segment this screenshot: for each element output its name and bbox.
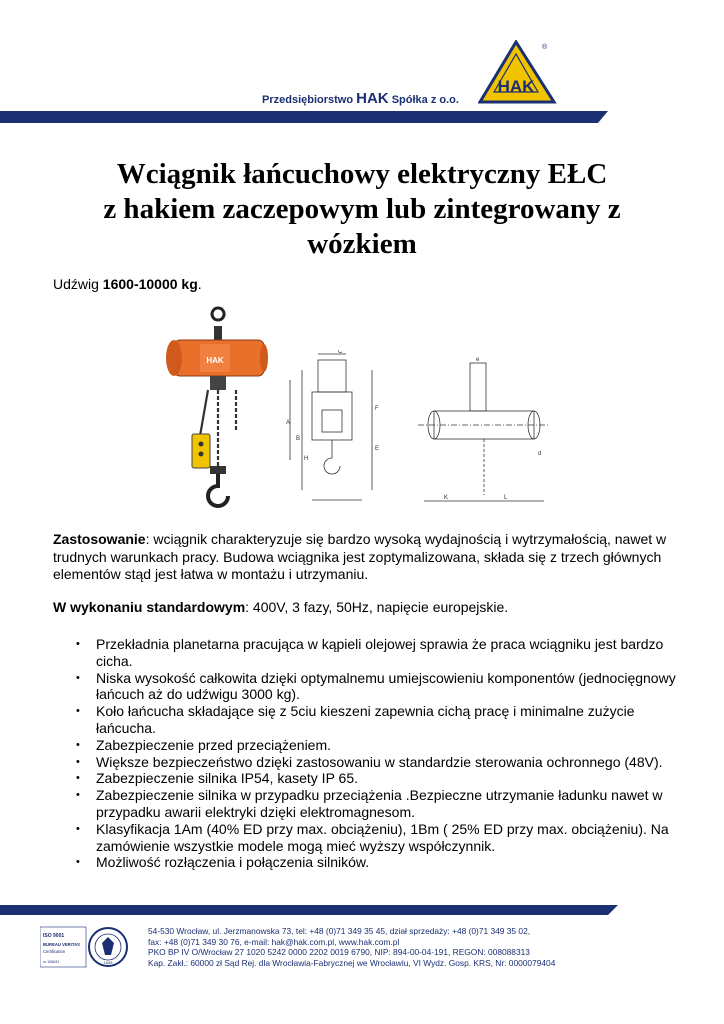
footer-line-fax-email: fax: +48 (0)71 349 30 76, e-mail: hak@hak.com.pl, www.hak.com.pl <box>148 936 400 947</box>
company-name <box>262 90 459 107</box>
bullet-icon: • <box>76 856 80 869</box>
title-line-1: Wciągnik łańcuchowy elektryczny EŁC <box>116 158 608 190</box>
drawing-label-a: A <box>286 420 291 426</box>
feature-item: • Możliwość rozłączenia i połączenia silników. <box>76 854 370 871</box>
feature-item: • Przekładnia planetarna pracująca w kąpieli olejowej sprawia że praca wciągniku jest bardzo cicha. <box>76 636 664 669</box>
bullet-icon: • <box>76 671 80 684</box>
feature-item: • Klasyfikacja 1Am (40% ED przy max. obciążeniu), 1Bm ( 25% ED przy max. obciążeniu). Na zamówienie wszystkie modele mogą mieć wyższy współczynnik. <box>76 820 669 854</box>
technical-drawing-side <box>414 355 552 505</box>
drawing-label-h: H <box>304 456 309 462</box>
top-hook-icon <box>212 308 224 320</box>
standard-paragraph <box>53 599 671 617</box>
bureau-veritas-cert-badge <box>40 925 130 970</box>
logo-registered-mark: ® <box>542 44 548 51</box>
capacity-label: Udźwig <box>53 276 103 292</box>
title-line-2: z hakiem zaczepowym lub zintegrowany z <box>103 193 621 225</box>
feature-item: • Niska wysokość całkowita dzięki optymalnemu umiejscowieniu komponentów (jednocięgnowy łańcuch aż do udźwigu 3000 kg). <box>76 669 676 703</box>
hoist-photo <box>160 306 268 520</box>
company-suffix: Spółka z o.o. <box>391 94 459 106</box>
footer-line-registry: Kap. Zakł.: 60000 zł Sąd Rej. dla Wrocławia-Fabrycznej we Wrocławiu, VI Wydz. Gosp. KRS, Nr: 0000079404 <box>148 957 556 968</box>
footer-bar <box>0 905 724 915</box>
title-line-3: wózkiem <box>307 228 417 260</box>
header-bar <box>0 111 724 123</box>
standard-label: W wykonaniu standardowym <box>53 599 246 615</box>
bullet-icon: • <box>76 772 80 785</box>
photo-brand: HAK <box>206 356 224 365</box>
drawing-label-l: L <box>504 495 508 501</box>
capacity-line <box>53 276 202 292</box>
technical-drawing-front <box>282 350 392 505</box>
cert-label: Certification <box>43 949 66 954</box>
drawing-label-f: F <box>375 406 379 412</box>
page-title <box>60 157 664 262</box>
drawing-label-e: E <box>375 446 380 452</box>
feature-item: • Zabezpieczenie przed przeciążeniem. <box>76 736 332 753</box>
feature-item: • Koło łańcucha składające się z 5ciu kieszeni zapewnia cichą pracę i minimalne zużycie łańcucha. <box>76 703 635 736</box>
company-prefix: Przedsiębiorstwo <box>262 94 354 106</box>
capacity-value: 1600-10000 kg <box>102 276 198 292</box>
cert-iso: ISO 9001 <box>43 933 65 939</box>
drawing-label-c: C <box>338 350 343 355</box>
drawing-label-b: B <box>296 436 301 442</box>
drawing-label-k: K <box>444 495 449 501</box>
bullet-icon: • <box>76 638 80 650</box>
company-brand: HAK <box>356 90 389 107</box>
zastosowanie-text: : wciągnik charakteryzuje się bardzo wysoką wydajnością i wytrzymałością, nawet w trudnych warunkach pracy. Budowa wciągnika jest zoptymalizowana, składa się z trzech głównych elementów stąd jest łatwa w montażu i utrzymaniu. <box>53 531 667 582</box>
standard-text: : 400V, 3 fazy, 50Hz, napięcie europejskie. <box>245 599 509 615</box>
feature-item: • Zabezpieczenie silnika w przypadku przeciążenia .Bezpieczne utrzymanie ładunku nawet w przypadku awarii elektryki dzięki elektromagnesom. <box>76 787 663 820</box>
drawing-label-e-small: e <box>476 357 480 363</box>
feature-item: • Większe bezpieczeństwo dzięki zastosowaniu w standardzie sterowania ochronnego (48V). <box>76 753 663 770</box>
footer-contact <box>148 926 688 968</box>
features-list <box>76 636 676 871</box>
feature-item: • Zabezpieczenie silnika IP54, kasety IP 65. <box>76 770 359 787</box>
bullet-icon: • <box>76 705 80 718</box>
logo-text: HAK <box>497 77 535 96</box>
bullet-icon: • <box>76 755 80 768</box>
cert-body: BUREAU VERITAS <box>43 942 80 947</box>
drawing-label-d: d <box>538 451 542 457</box>
seal-year: 1828 <box>103 960 113 965</box>
zastosowanie-paragraph <box>53 531 671 584</box>
bullet-icon: • <box>76 789 80 802</box>
zastosowanie-label: Zastosowanie <box>53 531 146 547</box>
bullet-icon: • <box>76 738 80 751</box>
load-hook-icon <box>208 474 228 506</box>
footer-line-bank: PKO BP IV O/Wrocław 27 1020 5242 0000 2202 0019 6790, NIP: 894-00-04-191, REGON: 008088313 <box>148 947 530 957</box>
footer-line-address: 54-530 Wrocław, ul. Jerzmanowska 73, tel: +48 (0)71 349 35 45, dział sprzedaży: +48 (0)71 349 35 02, <box>148 926 531 936</box>
capacity-suffix: . <box>197 276 202 292</box>
bullet-icon: • <box>76 822 80 835</box>
hak-logo <box>478 40 560 106</box>
cert-number: nr 106631 <box>43 960 60 964</box>
